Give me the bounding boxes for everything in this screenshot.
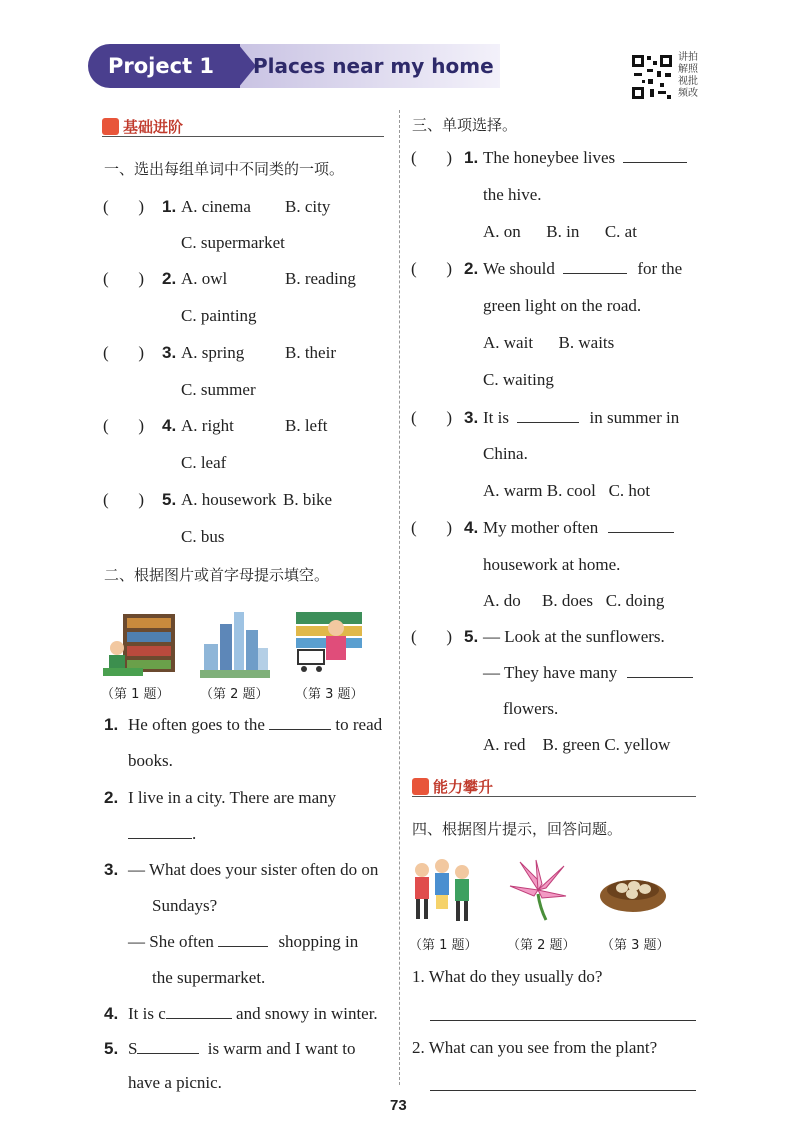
page-title: Places near my home bbox=[253, 54, 494, 78]
question-line bbox=[128, 1039, 356, 1059]
option-a: A. right bbox=[181, 416, 234, 435]
option-c: C. leaf bbox=[181, 453, 227, 472]
stem-text: in summer in bbox=[589, 408, 680, 427]
ability-section-badge bbox=[412, 776, 493, 797]
q4-text-a: It is c bbox=[128, 1004, 166, 1023]
library-picture bbox=[103, 612, 177, 678]
q1-text-a: He often goes to the bbox=[128, 715, 265, 734]
qr-code-icon[interactable] bbox=[630, 53, 674, 101]
answer-blank[interactable] bbox=[137, 1039, 199, 1054]
stem-line bbox=[483, 259, 682, 279]
option-b: B. left bbox=[285, 416, 328, 435]
option-a: A. cinema bbox=[181, 197, 251, 216]
answer-paren[interactable]: ( ) bbox=[411, 148, 453, 167]
q3-text-d: shopping in bbox=[278, 932, 359, 951]
basic-section-badge bbox=[102, 116, 183, 137]
stem-text: flowers. bbox=[503, 699, 559, 718]
q1-text-c: books. bbox=[128, 751, 173, 770]
stem-text: — They have many bbox=[483, 663, 618, 682]
answer-blank[interactable] bbox=[563, 259, 627, 274]
answer-blank[interactable] bbox=[517, 408, 579, 423]
q5-text-c: have a picnic. bbox=[128, 1073, 222, 1092]
answer-paren[interactable]: ( ) bbox=[411, 627, 453, 646]
option-c: C. painting bbox=[181, 306, 257, 325]
city-picture bbox=[200, 610, 270, 678]
options: A. do B. does C. doing bbox=[483, 591, 665, 610]
question-line bbox=[128, 932, 358, 952]
answer-line[interactable] bbox=[430, 1020, 696, 1021]
option-c: C. summer bbox=[181, 380, 256, 399]
item-number: 4. bbox=[162, 416, 177, 435]
badge-underline bbox=[102, 136, 384, 137]
badge-underline bbox=[412, 796, 696, 797]
stem-line bbox=[483, 518, 674, 538]
column-divider bbox=[399, 110, 400, 1085]
options: A. red B. green C. yellow bbox=[483, 735, 671, 754]
answer-blank[interactable] bbox=[269, 715, 331, 730]
qr-caption: 讲拍解照视批频改 bbox=[678, 52, 698, 99]
question-number: 3. bbox=[104, 860, 119, 879]
q5-text-b: is warm and I want to bbox=[207, 1039, 356, 1058]
question-number: 2. bbox=[104, 788, 119, 807]
stem-text: green light on the road. bbox=[483, 296, 642, 315]
answer-paren[interactable]: ( ) bbox=[411, 518, 453, 537]
stem-text: The honeybee lives bbox=[483, 148, 616, 167]
option-b: B. city bbox=[285, 197, 331, 216]
options: A. warm B. cool C. hot bbox=[483, 481, 651, 500]
page-number: 73 bbox=[390, 1097, 407, 1114]
stem-text: China. bbox=[483, 444, 528, 463]
question-number: 5. bbox=[104, 1039, 119, 1058]
answer-blank[interactable] bbox=[623, 148, 687, 163]
children-picture bbox=[410, 856, 476, 926]
q4-text-b: and snowy in winter. bbox=[236, 1004, 378, 1023]
q3-text-a: — What does your sister often do on bbox=[128, 860, 379, 879]
stem-text: My mother often bbox=[483, 518, 599, 537]
answer-paren[interactable]: ( ) bbox=[411, 259, 453, 278]
item-number: 5. bbox=[464, 627, 479, 646]
q3-text-e: the supermarket. bbox=[152, 968, 266, 987]
option-b: B. their bbox=[285, 343, 336, 362]
q1-text-b: to read bbox=[335, 715, 383, 734]
item-number: 1. bbox=[464, 148, 479, 167]
item-number: 3. bbox=[162, 343, 177, 362]
basic-badge-label: 基础进阶 bbox=[123, 118, 184, 136]
stem-text: It is bbox=[483, 408, 509, 427]
answer-blank[interactable] bbox=[627, 663, 693, 678]
question-text bbox=[128, 715, 382, 735]
section-1-title: 一、选出每组单词中不同类的一项。 bbox=[104, 160, 345, 178]
nest-picture bbox=[598, 866, 668, 916]
option-c: C. supermarket bbox=[181, 233, 285, 252]
options: A. on B. in C. at bbox=[483, 222, 637, 241]
answer-blank[interactable] bbox=[608, 518, 674, 533]
option-a: A. spring bbox=[181, 343, 245, 362]
option-b: B. reading bbox=[285, 269, 356, 288]
q3-text-c: — She often bbox=[128, 932, 214, 951]
stem-text: We should bbox=[483, 259, 555, 278]
option-a: A. owl bbox=[181, 269, 228, 288]
picture-caption: （第 1 题） bbox=[101, 687, 170, 702]
options: A. wait B. waits bbox=[483, 333, 615, 352]
section-2-title: 二、根据图片或首字母提示填空。 bbox=[104, 566, 330, 584]
answer-paren[interactable]: ( ) bbox=[103, 197, 145, 216]
stem-text: — Look at the sunflowers. bbox=[483, 627, 665, 646]
answer-paren[interactable]: ( ) bbox=[411, 408, 453, 427]
answer-blank[interactable] bbox=[128, 824, 192, 839]
question-line: . bbox=[128, 824, 196, 844]
option-a: A. housework bbox=[181, 490, 277, 509]
supermarket-picture bbox=[294, 606, 364, 678]
ability-icon bbox=[412, 778, 429, 795]
section-3-title: 三、单项选择。 bbox=[412, 116, 518, 134]
pen-icon bbox=[102, 118, 119, 135]
q3-text-b: Sundays? bbox=[152, 896, 218, 915]
q5-text-a: S bbox=[128, 1039, 138, 1058]
section-4-title: 四、根据图片提示，回答问题。 bbox=[412, 820, 623, 838]
answer-blank[interactable] bbox=[218, 932, 268, 947]
item-number: 4. bbox=[464, 518, 479, 537]
picture-caption: （第 3 题） bbox=[295, 687, 364, 702]
picture-caption: （第 2 题） bbox=[507, 938, 576, 953]
q2-text-a: I live in a city. There are many bbox=[128, 788, 337, 807]
item-number: 5. bbox=[162, 490, 177, 509]
options: C. waiting bbox=[483, 370, 554, 389]
stem-line bbox=[483, 148, 687, 168]
answer-paren[interactable]: ( ) bbox=[103, 416, 145, 435]
stem-line bbox=[483, 663, 693, 683]
picture-caption: （第 2 题） bbox=[200, 687, 269, 702]
answer-blank[interactable] bbox=[166, 1004, 232, 1019]
answer-paren[interactable]: ( ) bbox=[103, 269, 145, 288]
sec4-question-1: 1. What do they usually do? bbox=[412, 967, 603, 986]
stem-text: the hive. bbox=[483, 185, 542, 204]
answer-line[interactable] bbox=[430, 1090, 696, 1091]
picture-caption: （第 1 题） bbox=[409, 938, 478, 953]
project-header bbox=[88, 44, 500, 88]
answer-paren[interactable]: ( ) bbox=[103, 490, 145, 509]
question-number: 4. bbox=[104, 1004, 119, 1023]
stem-line bbox=[483, 408, 679, 428]
stem-text: housework at home. bbox=[483, 555, 621, 574]
question-number: 1. bbox=[104, 715, 119, 734]
item-number: 3. bbox=[464, 408, 479, 427]
picture-caption: （第 3 题） bbox=[601, 938, 670, 953]
question-line bbox=[128, 1004, 378, 1024]
ability-badge-label: 能力攀升 bbox=[433, 778, 494, 796]
item-number: 1. bbox=[162, 197, 177, 216]
flower-picture bbox=[506, 856, 570, 922]
option-c: C. bus bbox=[181, 527, 225, 546]
project-label: Project 1 bbox=[88, 44, 240, 88]
sec4-question-2: 2. What can you see from the plant? bbox=[412, 1038, 658, 1057]
item-number: 2. bbox=[464, 259, 479, 278]
answer-paren[interactable]: ( ) bbox=[103, 343, 145, 362]
stem-text: for the bbox=[637, 259, 683, 278]
item-number: 2. bbox=[162, 269, 177, 288]
option-b: B. bike bbox=[283, 490, 333, 509]
